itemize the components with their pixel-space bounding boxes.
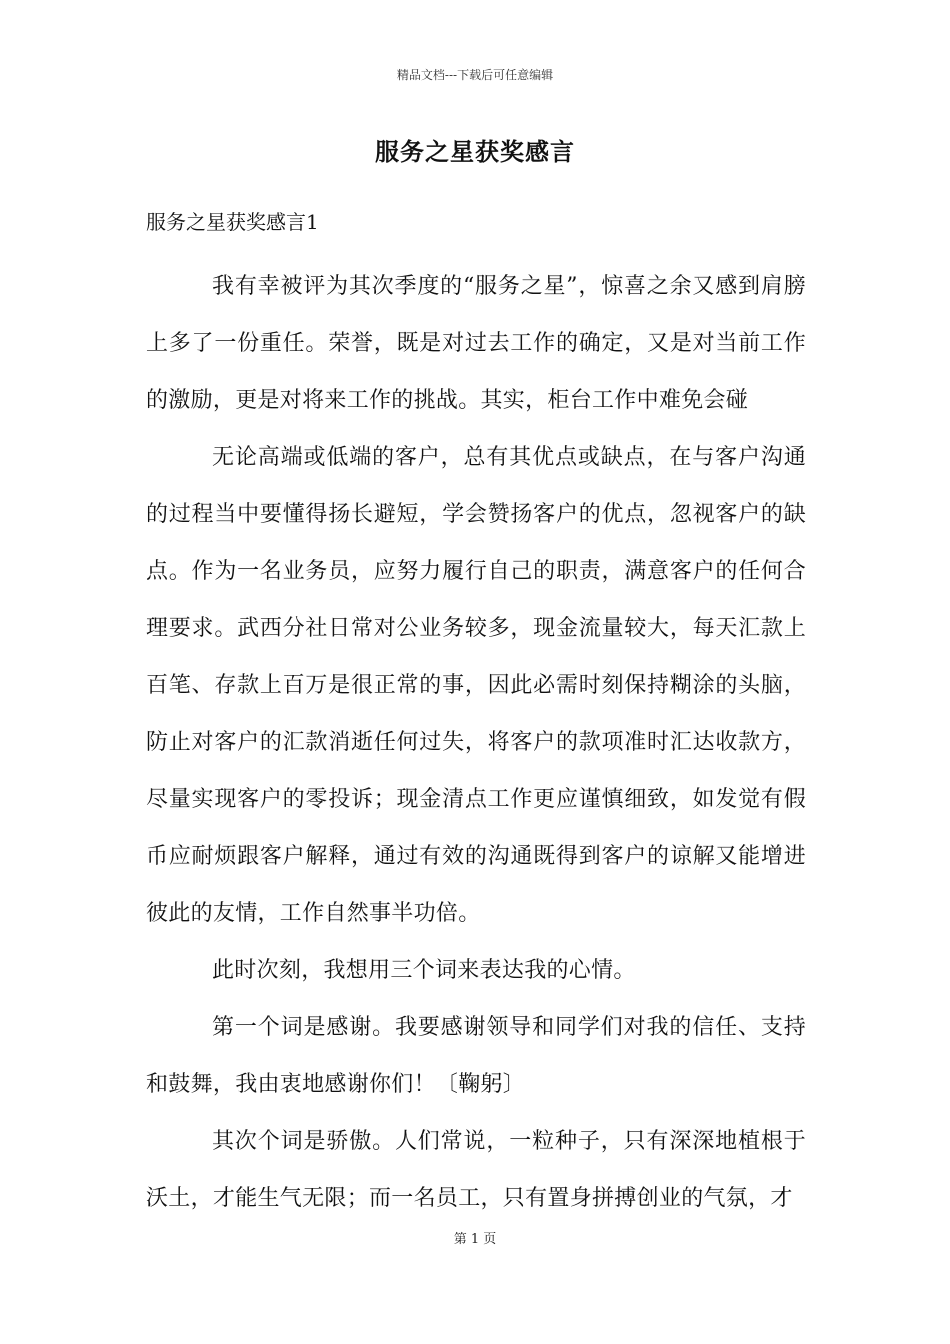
document-title: 服务之星获奖感言 bbox=[375, 137, 575, 166]
section-subtitle: 服务之星获奖感言1 bbox=[146, 210, 319, 234]
header-note: 精品文档---下载后可任意编辑 bbox=[396, 68, 554, 82]
paragraph-3: 此时次刻，我想用三个词来表达我的心情。 bbox=[212, 958, 636, 983]
paragraph-5: 其次个词是骄傲。人们常说，一粒种子，只有深深地植根于沃土，才能生气无限；而一名员工，只有置身拼搏创业的气氛，才 bbox=[146, 1129, 806, 1211]
paragraph-4: 第一个词是感谢。我要感谢领导和同学们对我的信任、支持和鼓舞，我由衷地感谢你们！〔鞠躬〕 bbox=[146, 1015, 806, 1097]
paragraph-2: 无论高端或低端的客户，总有其优点或缺点，在与客户沟通的过程当中要懂得扬长避短，学会赞扬客户的优点，忽视客户的缺点。作为一名业务员，应努力履行自己的职责，满意客户的任何合理要求。武西分社日常对公业务较多，现金流量较大，每天汇款上百笔、存款上百万是很正常的事，因此必需时刻保持糊涂的头脑，防止对客户的汇款消逝任何过失，将客户的款项准时汇达收款方，尽量实现客户的零投诉；现金清点工作更应谨慎细致，如发觉有假币应耐烦跟客户解释，通过有效的沟通既得到客户的谅解又能增进彼此的友情，工作自然事半功倍。 bbox=[146, 445, 806, 926]
paragraph-1: 我有幸被评为其次季度的“服务之星”，惊喜之余又感到肩膀上多了一份重任。荣誉，既是对过去工作的确定，又是对当前工作的激励，更是对将来工作的挑战。其实，柜台工作中难免会碰 bbox=[146, 274, 806, 413]
document-body bbox=[146, 200, 806, 1227]
page-number: 第 1 页 bbox=[453, 1232, 497, 1247]
